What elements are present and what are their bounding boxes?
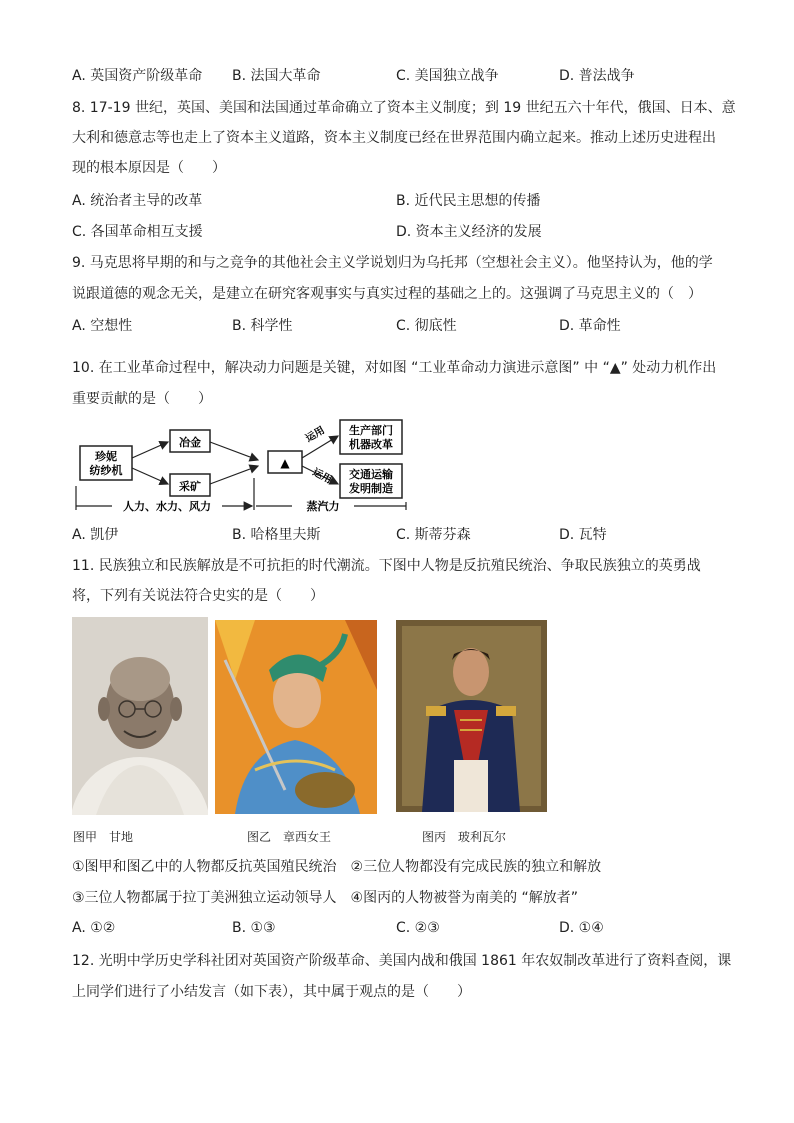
q11-stem-line-2: 将，下列有关说法符合史实的是（ ） <box>72 588 324 604</box>
q11-option-d: D. ①④ <box>559 920 604 936</box>
label-production-2: 机器改革 <box>349 438 393 451</box>
label-jenny-2: 纺纱机 <box>89 464 123 477</box>
q10-stem-line-1: 10. 在工业革命过程中，解决动力问题是关键，对如图 “工业革命动力演进示意图” 中 “▲” 处动力机作出 <box>72 360 717 376</box>
q9-stem-line-1: 9. 马克思将早期的和与之竞争的其他社会主义学说划归为乌托邦（空想社会主义）。他坚持认为，他的学 <box>72 255 713 271</box>
label-production-1: 生产部门 <box>349 424 393 437</box>
label-transport-1: 交通运输 <box>349 468 393 481</box>
q9-option-c: C. 彻底性 <box>396 318 457 334</box>
power-evolution-diagram <box>72 418 412 520</box>
q10-option-b: B. 哈格里夫斯 <box>232 527 321 543</box>
q7-option-b: B. 法国大革命 <box>232 68 321 84</box>
label-mining: 采矿 <box>179 480 201 493</box>
label-use-bottom: 运用 <box>310 466 334 487</box>
q9-option-a: A. 空想性 <box>72 318 133 334</box>
label-triangle: ▲ <box>280 456 290 470</box>
q8-option-a: A. 统治者主导的改革 <box>72 193 203 209</box>
q8-stem-line-2: 大利和德意志等也走上了资本主义道路，资本主义制度已经在世界范围内确立起来。推动上述历史进程出 <box>72 130 716 146</box>
label-transport-2: 发明制造 <box>349 482 393 495</box>
label-manual-power: 人力、水力、风力 <box>123 500 211 513</box>
q8-option-d: D. 资本主义经济的发展 <box>396 224 542 240</box>
label-jenny-1: 珍妮 <box>95 450 117 463</box>
q8-stem-line-3: 现的根本原因是（ ） <box>72 160 226 176</box>
q7-option-d: D. 普法战争 <box>559 68 635 84</box>
q10-option-c: C. 斯蒂芬森 <box>396 527 471 543</box>
q7-option-c: C. 美国独立战争 <box>396 68 499 84</box>
q11-option-c: C. ②③ <box>396 920 440 936</box>
q8-stem-line-1: 8. 17-19 世纪，英国、美国和法国通过革命确立了资本主义制度；到 19 世纪五六十年代，俄国、日本、意 <box>72 100 736 116</box>
q11-stem-line-1: 11. 民族独立和民族解放是不可抗拒的时代潮流。下图中人物是反抗殖民统治、争取民族独立的英勇战 <box>72 558 701 574</box>
q10-stem-line-2: 重要贡献的是（ ） <box>72 391 212 407</box>
q11-statements-line-1: ①图甲和图乙中的人物都反抗英国殖民统治 ②三位人物都没有完成民族的独立和解放 <box>72 859 602 875</box>
label-use-top: 运用 <box>304 425 327 445</box>
caption-rani: 图乙 章西女王 <box>247 830 332 844</box>
q8-option-b: B. 近代民主思想的传播 <box>396 193 541 209</box>
q8-option-c: C. 各国革命相互支援 <box>72 224 203 240</box>
q7-option-a: A. 英国资产阶级革命 <box>72 68 203 84</box>
q9-option-d: D. 革命性 <box>559 318 621 334</box>
q11-option-b: B. ①③ <box>232 920 276 936</box>
q12-stem-line-1: 12. 光明中学历史学科社团对英国资产阶级革命、美国内战和俄国 1861 年农奴制改革进行了资料查阅，课 <box>72 953 732 969</box>
q9-option-b: B. 科学性 <box>232 318 293 334</box>
caption-bolivar: 图丙 玻利瓦尔 <box>422 830 507 844</box>
q10-option-a: A. 凯伊 <box>72 527 119 543</box>
q12-stem-line-2: 上同学们进行了小结发言（如下表），其中属于观点的是（ ） <box>72 984 471 1000</box>
caption-gandhi: 图甲 甘地 <box>73 830 134 844</box>
label-steam-power: 蒸汽力 <box>306 500 340 513</box>
q9-stem-line-2: 说跟道德的观念无关，是建立在研究客观事实与真实过程的基础之上的。这强调了马克思主义的（ ） <box>72 286 702 302</box>
label-metallurgy: 冶金 <box>179 436 201 449</box>
photo-rani-of-jhansi <box>215 620 377 814</box>
q11-option-a: A. ①② <box>72 920 116 936</box>
photo-gandhi <box>72 617 208 815</box>
photo-bolivar <box>396 620 547 812</box>
q11-statements-line-2: ③三位人物都属于拉丁美洲独立运动领导人 ④图丙的人物被誉为南美的 “解放者” <box>72 890 579 906</box>
q10-option-d: D. 瓦特 <box>559 527 607 543</box>
